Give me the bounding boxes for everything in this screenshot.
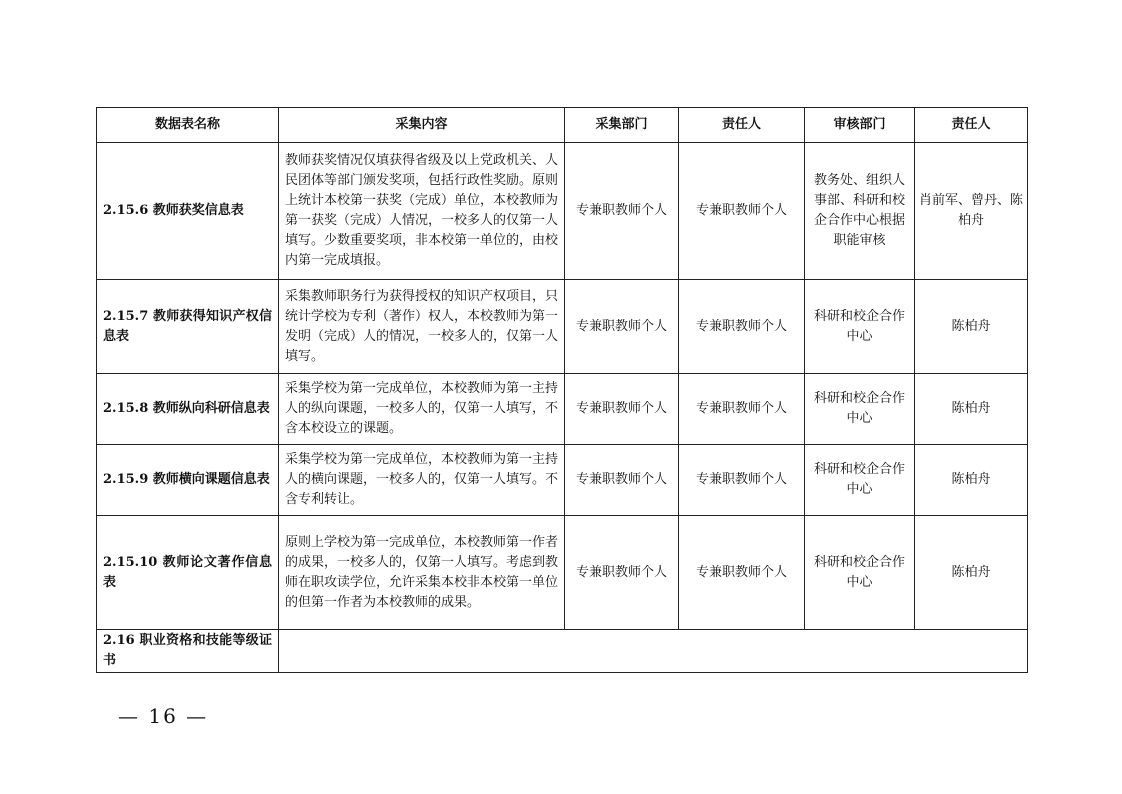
row-review-dept: 科研和校企合作中心 — [805, 445, 915, 516]
row-collect-person: 专兼职教师个人 — [679, 445, 805, 516]
data-table-container — [96, 107, 1027, 673]
row-collect-content: 教师获奖情况仅填获得省级及以上党政机关、人民团体等部门颁发奖项，包括行政性奖励。原则上统计本校第一获奖（完成）单位，本校教师为第一获奖（完成）人情况，一校多人的仅第一人填写。少数重要奖项，非本校第一单位的，由校内第一完成填报。 — [279, 143, 565, 280]
table-row — [97, 374, 1028, 445]
table-row — [97, 630, 1028, 673]
row-review-person: 陈柏舟 — [915, 280, 1028, 374]
page-number: — 16 — — [118, 704, 209, 728]
row-review-dept: 科研和校企合作中心 — [805, 280, 915, 374]
row-review-person: 陈柏舟 — [915, 445, 1028, 516]
table-row — [97, 280, 1028, 374]
header-table-name: 数据表名称 — [97, 108, 279, 143]
row-collect-dept: 专兼职教师个人 — [565, 516, 679, 630]
header-collect-person: 责任人 — [679, 108, 805, 143]
table-row — [97, 445, 1028, 516]
row-table-name: 2.15.9 教师横向课题信息表 — [97, 445, 279, 516]
table-row — [97, 516, 1028, 630]
row-review-dept: 科研和校企合作中心 — [805, 374, 915, 445]
data-collection-table — [96, 107, 1028, 673]
row-collect-person: 专兼职教师个人 — [679, 374, 805, 445]
row-collect-person: 专兼职教师个人 — [679, 516, 805, 630]
row-collect-content: 原则上学校为第一完成单位，本校教师第一作者的成果，一校多人的，仅第一人填写。考虑到教师在职攻读学位，允许采集本校非本校第一单位的但第一作者为本校教师的成果。 — [279, 516, 565, 630]
row-empty-span — [279, 630, 1028, 673]
row-collect-person: 专兼职教师个人 — [679, 143, 805, 280]
header-collect-content: 采集内容 — [279, 108, 565, 143]
row-table-name: 2.15.10 教师论文著作信息表 — [97, 516, 279, 630]
header-review-person: 责任人 — [915, 108, 1028, 143]
row-collect-content: 采集教师职务行为获得授权的知识产权项目，只统计学校为专利（著作）权人，本校教师为第一发明（完成）人的情况，一校多人的，仅第一人填写。 — [279, 280, 565, 374]
row-review-person: 肖前军、曾丹、陈柏舟 — [915, 143, 1028, 280]
row-table-name: 2.16 职业资格和技能等级证书 — [97, 630, 279, 673]
row-collect-person: 专兼职教师个人 — [679, 280, 805, 374]
row-table-name: 2.15.7 教师获得知识产权信息表 — [97, 280, 279, 374]
row-collect-content: 采集学校为第一完成单位，本校教师为第一主持人的纵向课题，一校多人的，仅第一人填写，不含本校设立的课题。 — [279, 374, 565, 445]
header-review-dept: 审核部门 — [805, 108, 915, 143]
row-review-dept: 科研和校企合作中心 — [805, 516, 915, 630]
row-collect-dept: 专兼职教师个人 — [565, 374, 679, 445]
row-collect-dept: 专兼职教师个人 — [565, 445, 679, 516]
row-table-name: 2.15.8 教师纵向科研信息表 — [97, 374, 279, 445]
table-row — [97, 143, 1028, 280]
row-review-person: 陈柏舟 — [915, 516, 1028, 630]
header-collect-dept: 采集部门 — [565, 108, 679, 143]
table-header-row — [97, 108, 1028, 143]
row-collect-dept: 专兼职教师个人 — [565, 143, 679, 280]
row-collect-dept: 专兼职教师个人 — [565, 280, 679, 374]
row-review-person: 陈柏舟 — [915, 374, 1028, 445]
row-table-name: 2.15.6 教师获奖信息表 — [97, 143, 279, 280]
row-collect-content: 采集学校为第一完成单位，本校教师为第一主持人的横向课题，一校多人的，仅第一人填写。不含专利转让。 — [279, 445, 565, 516]
row-review-dept: 教务处、组织人事部、科研和校企合作中心根据职能审核 — [805, 143, 915, 280]
